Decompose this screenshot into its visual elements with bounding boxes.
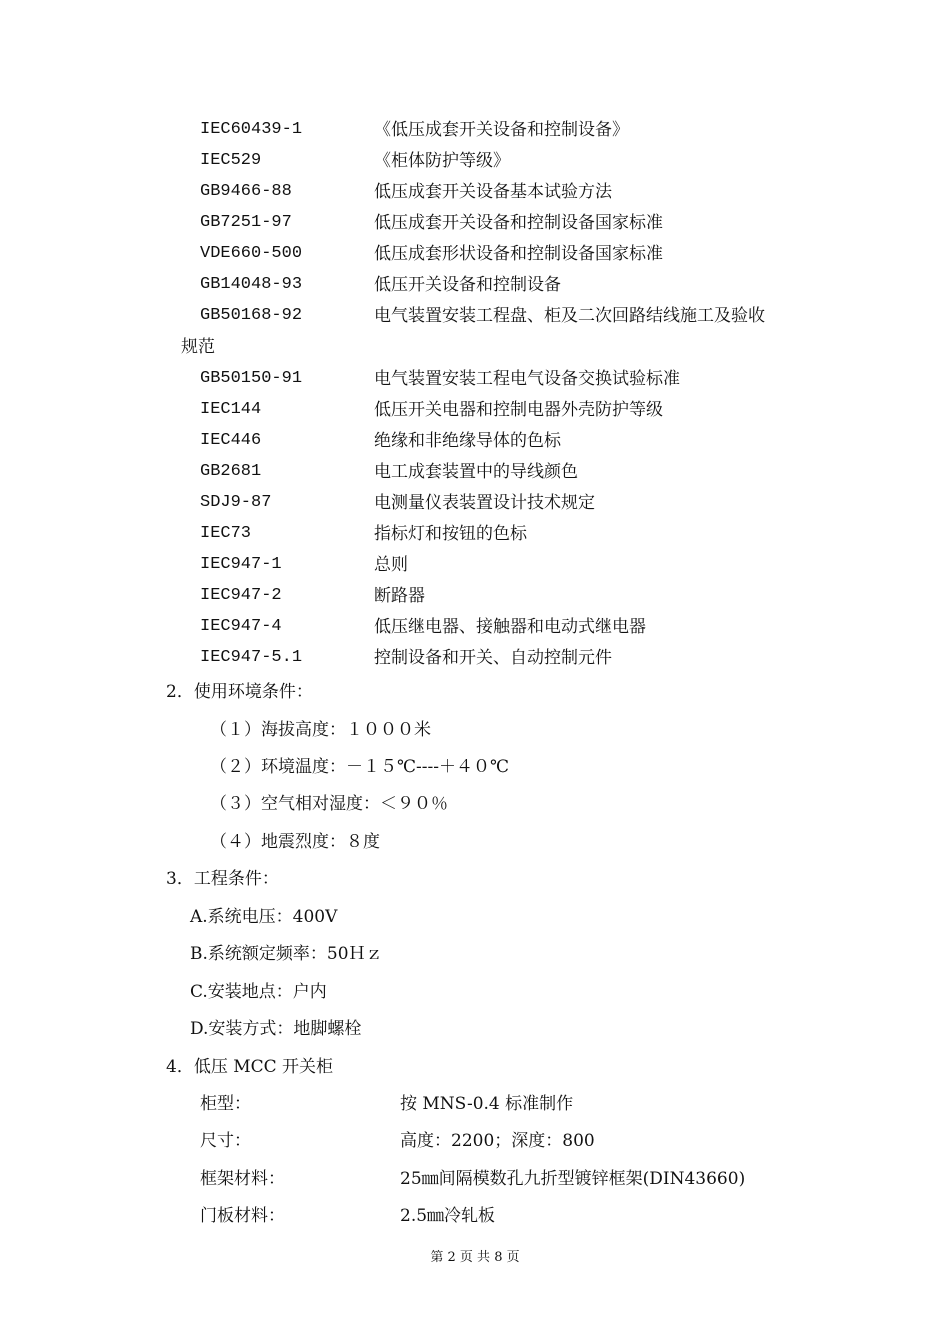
mcc-spec-label: 柜型： — [200, 1094, 251, 1114]
standard-title: 控制设备和开关、自动控制元件 — [374, 648, 612, 668]
standard-title: 指标灯和按钮的色标 — [374, 524, 527, 544]
section-heading-environment: 2．使用环境条件： — [166, 682, 313, 702]
engineering-item: C.安装地点：户内 — [190, 982, 327, 1002]
standard-title: 低压成套开关设备基本试验方法 — [374, 182, 612, 202]
standard-title: 《低压成套开关设备和控制设备》 — [374, 120, 629, 140]
standard-title: 断路器 — [374, 586, 425, 606]
standard-title: 低压开关设备和控制设备 — [374, 275, 561, 295]
engineering-item: D.安装方式：地脚螺栓 — [190, 1019, 362, 1039]
standard-code: GB50150-91 — [200, 369, 303, 388]
page-number-footer: 第 2 页 共 8 页 — [430, 1250, 520, 1265]
environment-item: （３）空气相对湿度：＜９０％ — [210, 794, 448, 814]
standard-title: 电工成套装置中的导线颜色 — [374, 462, 578, 482]
section-heading-engineering: 3．工程条件： — [166, 869, 279, 889]
standard-code: SDJ9-87 — [200, 493, 272, 512]
environment-item: （１）海拔高度：１０００米 — [210, 720, 431, 740]
engineering-item: A.系统电压：400V — [190, 907, 338, 927]
standard-title: 电测量仪表装置设计技术规定 — [374, 493, 595, 513]
standard-code: IEC60439-1 — [200, 120, 303, 139]
standard-code: IEC947-2 — [200, 586, 282, 605]
standard-title: 低压成套开关设备和控制设备国家标准 — [374, 213, 663, 233]
mcc-spec-value: 2.5㎜冷轧板 — [400, 1206, 496, 1226]
mcc-spec-value: 按 MNS-0.4 标准制作 — [400, 1094, 574, 1114]
standard-title: 低压开关电器和控制电器外壳防护等级 — [374, 400, 663, 420]
mcc-spec-label: 框架材料： — [200, 1169, 285, 1189]
standard-code: VDE660-500 — [200, 244, 303, 263]
section-heading-mcc: 4．低压 MCC 开关柜 — [166, 1057, 334, 1077]
standard-title-continuation: 规范 — [181, 337, 215, 357]
standard-title: 电气装置安装工程盘、柜及二次回路结线施工及验收 — [374, 306, 765, 326]
standard-code: IEC73 — [200, 524, 252, 543]
mcc-spec-label: 尺寸： — [200, 1131, 251, 1151]
standard-title: 总则 — [374, 555, 408, 575]
standard-code: GB50168-92 — [200, 306, 303, 325]
standard-title: 低压成套形状设备和控制设备国家标准 — [374, 244, 663, 264]
environment-item: （２）环境温度：－１５℃----＋４０℃ — [210, 757, 510, 777]
standard-title: 低压继电器、接触器和电动式继电器 — [374, 617, 646, 637]
standard-code: GB14048-93 — [200, 275, 303, 294]
standard-code: IEC446 — [200, 431, 262, 450]
standard-code: GB9466-88 — [200, 182, 292, 201]
standard-title: 《柜体防护等级》 — [374, 151, 510, 171]
environment-item: （４）地震烈度：８度 — [210, 832, 380, 852]
standard-code: IEC947-5.1 — [200, 648, 303, 667]
engineering-item: B.系统额定频率：50Ｈｚ — [190, 944, 383, 964]
standard-code: GB7251-97 — [200, 213, 292, 232]
mcc-spec-value: 高度：2200；深度：800 — [400, 1131, 595, 1151]
mcc-spec-value: 25㎜间隔模数孔九折型镀锌框架(DIN43660) — [400, 1169, 746, 1189]
standard-code: IEC947-4 — [200, 617, 282, 636]
mcc-spec-label: 门板材料： — [200, 1206, 285, 1226]
standard-title: 电气装置安装工程电气设备交换试验标准 — [374, 369, 680, 389]
standard-code: IEC529 — [200, 151, 262, 170]
standard-code: IEC144 — [200, 400, 262, 419]
standard-title: 绝缘和非绝缘导体的色标 — [374, 431, 561, 451]
standard-code: IEC947-1 — [200, 555, 282, 574]
standard-code: GB2681 — [200, 462, 262, 481]
